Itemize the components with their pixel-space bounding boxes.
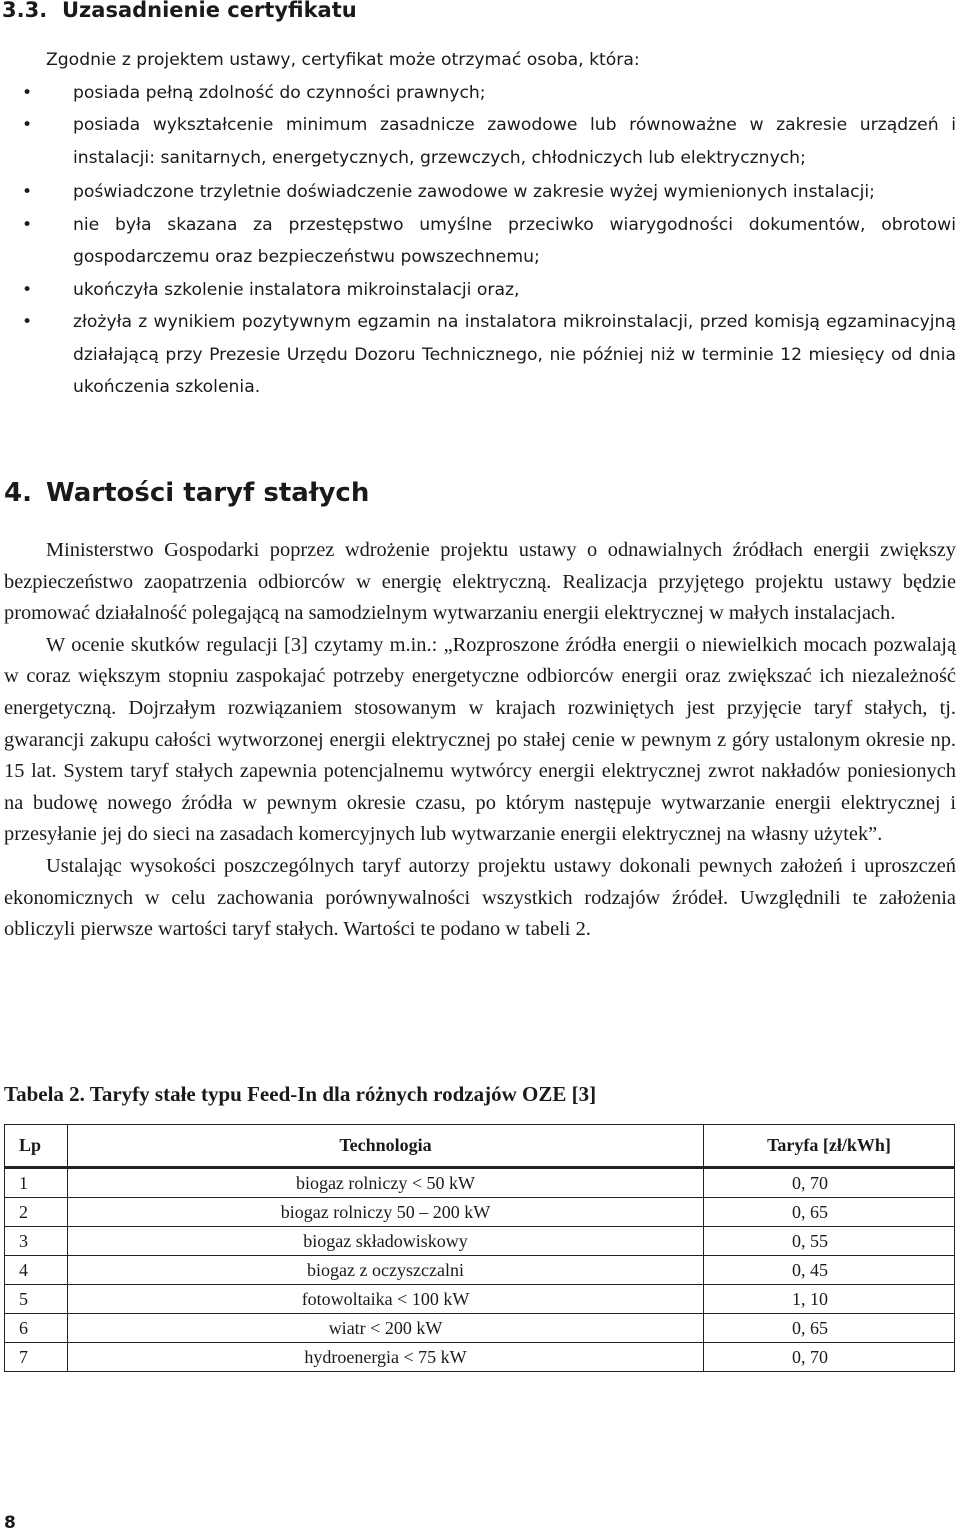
bullet: • — [22, 115, 33, 135]
paragraph: Ustalając wysokości poszczególnych taryf autorzy projektu ustawy dokonali pewnych założeń i uproszczeń ekonomicznych w celu zachowania porównywalności wszystkich rodzajów źródeł. Uwzględnili te założenia obliczyli pierwsze wartości taryf stałych. Wartości te podano w tabeli 2. — [4, 854, 956, 941]
list-item-text: posiada wykształcenie minimum zasadnicze zawodowe lub równoważne w zakresie urządzeń i instalacji: sanitarnych, energetycznych, grzewczych, chłodniczych lub elektrycznych; — [73, 115, 956, 168]
list-item — [22, 306, 956, 404]
section-number: 4. — [4, 478, 32, 508]
cell-technology: biogaz z oczyszczalni — [68, 1256, 704, 1285]
list-item — [22, 77, 956, 110]
cell-rate: 1, 10 — [704, 1285, 955, 1314]
list-item — [22, 176, 956, 209]
cell-technology: fotowoltaika < 100 kW — [68, 1285, 704, 1314]
intro-text: Zgodnie z projektem ustawy, certyfikat może otrzymać osoba, która: — [46, 50, 640, 70]
cell-rate: 0, 45 — [704, 1256, 955, 1285]
cell-technology: hydroenergia < 75 kW — [68, 1343, 704, 1372]
paragraph: W ocenie skutków regulacji [3] czytamy m.in.: „Rozproszone źródła energii o niewielkich mocach pozwalają w coraz większym stopniu zaspokajać potrzeby energetyczne odbiorców energii oraz zwiększać ich niezależność energetyczną. Dojrzałym rozwiązaniem stosowanym w krajach rozwiniętych jest przyjęcie taryf stałych, tj. gwarancji zakupu całości wytworzonej energii elektrycznej po stałej cenie w pewnym z góry ustalonym okresie np. 15 lat. System taryf stałych zapewnia potencjalnemu wytwórcy energii elektrycznej zwrot nakładów poniesionych na budowę nowego źródła w pewnym okresie czasu, po którym następuje wytwarzanie energii elektrycznej i przesyłanie jej do sieci na zasadach komercyjnych lub wytwarzanie energii elektrycznej na własny użytek”. — [4, 633, 956, 846]
section-4-heading — [4, 478, 369, 508]
header-lp: Lp — [5, 1125, 68, 1168]
list-item-text: złożyła z wynikiem pozytywnym egzamin na instalatora mikroinstalacji, przed komisją egzaminacyjną działającą przy Prezesie Urzędu Dozoru Technicznego, nie później niż w terminie 12 miesięcy od dnia ukończenia szkolenia. — [73, 312, 956, 397]
list-item — [22, 109, 956, 174]
table-row — [5, 1256, 955, 1285]
cell-technology: biogaz składowiskowy — [68, 1227, 704, 1256]
header-technology: Technologia — [68, 1125, 704, 1168]
cell-lp: 6 — [5, 1314, 68, 1343]
bullet: • — [22, 214, 33, 235]
cell-rate: 0, 65 — [704, 1314, 955, 1343]
cell-technology: wiatr < 200 kW — [68, 1314, 704, 1343]
page-number: 8 — [4, 1513, 16, 1533]
bullet: • — [22, 312, 33, 332]
list-item — [22, 209, 956, 274]
table-row — [5, 1343, 955, 1372]
header-rate: Taryfa [zł/kWh] — [704, 1125, 955, 1168]
cell-rate: 0, 70 — [704, 1343, 955, 1372]
list-item-text: ukończyła szkolenie instalatora mikroinstalacji oraz, — [73, 279, 520, 300]
table-row — [5, 1285, 955, 1314]
bullet: • — [22, 279, 33, 300]
cell-lp: 3 — [5, 1227, 68, 1256]
cell-rate: 0, 55 — [704, 1227, 955, 1256]
tariffs-body — [4, 535, 956, 946]
table-caption: Tabela 2. Taryfy stałe typu Feed-In dla różnych rodzajów OZE [3] — [4, 1082, 597, 1106]
table-row — [5, 1227, 955, 1256]
table-row — [5, 1168, 955, 1198]
cell-lp: 7 — [5, 1343, 68, 1372]
section-number: 3.3. — [2, 0, 48, 22]
cell-rate: 0, 65 — [704, 1198, 955, 1227]
list-item-text: poświadczone trzyletnie doświadczenie zawodowe w zakresie wyżej wymienionych instalacji; — [73, 182, 875, 202]
bullet: • — [22, 182, 33, 202]
requirements-list — [22, 77, 956, 404]
table-row — [5, 1314, 955, 1343]
cell-technology: biogaz rolniczy < 50 kW — [68, 1168, 704, 1198]
table-header-row — [5, 1125, 955, 1168]
table-row — [5, 1198, 955, 1227]
list-item-text: nie była skazana za przestępstwo umyślne przeciwko wiarygodności dokumentów, obrotowi gospodarczemu oraz bezpieczeństwu powszechnemu; — [73, 214, 956, 267]
cell-technology: biogaz rolniczy 50 – 200 kW — [68, 1198, 704, 1227]
cell-lp: 5 — [5, 1285, 68, 1314]
certificate-requirements — [22, 44, 956, 404]
cell-lp: 1 — [5, 1168, 68, 1198]
section-title: Wartości taryf stałych — [46, 478, 370, 508]
tariffs-table — [4, 1124, 955, 1372]
cell-rate: 0, 70 — [704, 1168, 955, 1198]
cell-lp: 2 — [5, 1198, 68, 1227]
list-item-text: posiada pełną zdolność do czynności prawnych; — [73, 82, 486, 103]
cell-lp: 4 — [5, 1256, 68, 1285]
list-item — [22, 274, 956, 307]
bullet: • — [22, 82, 33, 103]
section-title: Uzasadnienie certyfikatu — [62, 0, 357, 22]
paragraph: Ministerstwo Gospodarki poprzez wdrożenie projektu ustawy o odnawialnych źródłach energii zwiększy bezpieczeństwo zaopatrzenia odbiorców w energię elektryczną. Realizacja przyjętego projektu ustawy będzie promować działalność polegającą na samodzielnym wytwarzaniu energii elektrycznej w małych instalacjach. — [4, 539, 956, 625]
section-3-3-heading — [2, 0, 357, 22]
